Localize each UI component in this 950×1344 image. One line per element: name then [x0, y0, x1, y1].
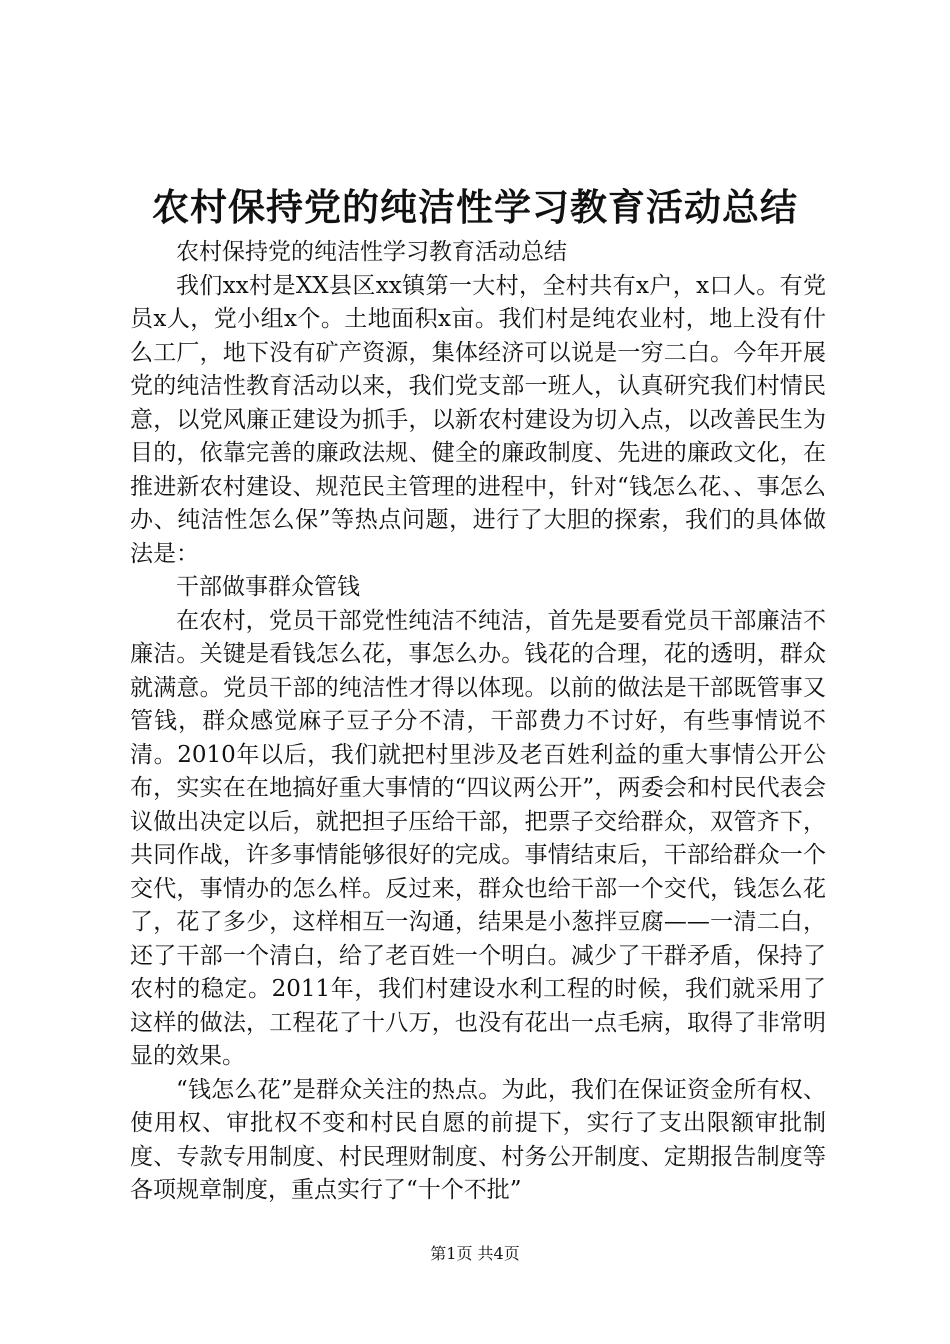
document-body	[130, 236, 826, 1208]
paragraph-subtitle: 农村保持党的纯洁性学习教育活动总结	[176, 239, 567, 265]
paragraph-body: “钱怎么花”是群众关注的热点。为此，我们在保证资金所有权、使用权、审批权不变和村民自愿的前提下，实行了支出限额审批制度、专款专用制度、村民理财制度、村务公开制度、定期报告制度等各项规章制度，重点实行了“十个不批”	[130, 1076, 826, 1203]
paragraph-section-heading: 干部做事群众管钱	[176, 574, 360, 600]
paragraph-intro: 我们xx村是XX县区xx镇第一大村，全村共有x户，x口人。有党员x人，党小组x个。土地面积x亩。我们村是纯农业村，地上没有什么工厂，地下没有矿产资源，集体经济可以说是一穷二白。今年开展党的纯洁性教育活动以来，我们党支部一班人，认真研究我们村情民意，以党风廉正建设为抓手，以新农村建设为切入点，以改善民生为目的，依靠完善的廉政法规、健全的廉政制度、先进的廉政文化，在推进新农村建设、规范民主管理的进程中，针对“钱怎么花、、事怎么办、纯洁性怎么保”等热点问题，进行了大胆的探索，我们的具体做法是：	[130, 272, 826, 567]
document-title: 农村保持党的纯洁性学习教育活动总结	[152, 185, 798, 229]
page-footer: 第1页 共4页	[430, 1244, 520, 1263]
paragraph-body: 在农村，党员干部党性纯洁不纯洁，首先是要看党员干部廉洁不廉洁。关键是看钱怎么花，事怎么办。钱花的合理，花的透明，群众就满意。党员干部的纯洁性才得以体现。以前的做法是干部既管事又管钱，群众感觉麻子豆子分不清，干部费力不讨好，有些事情说不清。2010年以后，我们就把村里涉及老百姓利益的重大事情公开公布，实实在在地搞好重大事情的“四议两公开”，两委会和村民代表会议做出决定以后，就把担子压给干部，把票子交给群众，双管齐下，共同作战，许多事情能够很好的完成。事情结束后，干部给群众一个交代，事情办的怎么样。反过来，群众也给干部一个交代，钱怎么花了，花了多少，这样相互一沟通，结果是小葱拌豆腐——一清二白，还了干部一个清白，给了老百姓一个明白。减少了干群矛盾，保持了农村的稳定。2011年，我们村建设水利工程的时候，我们就采用了这样的做法，工程花了十八万，也没有花出一点毛病，取得了非常明显的效果。	[130, 607, 826, 1069]
